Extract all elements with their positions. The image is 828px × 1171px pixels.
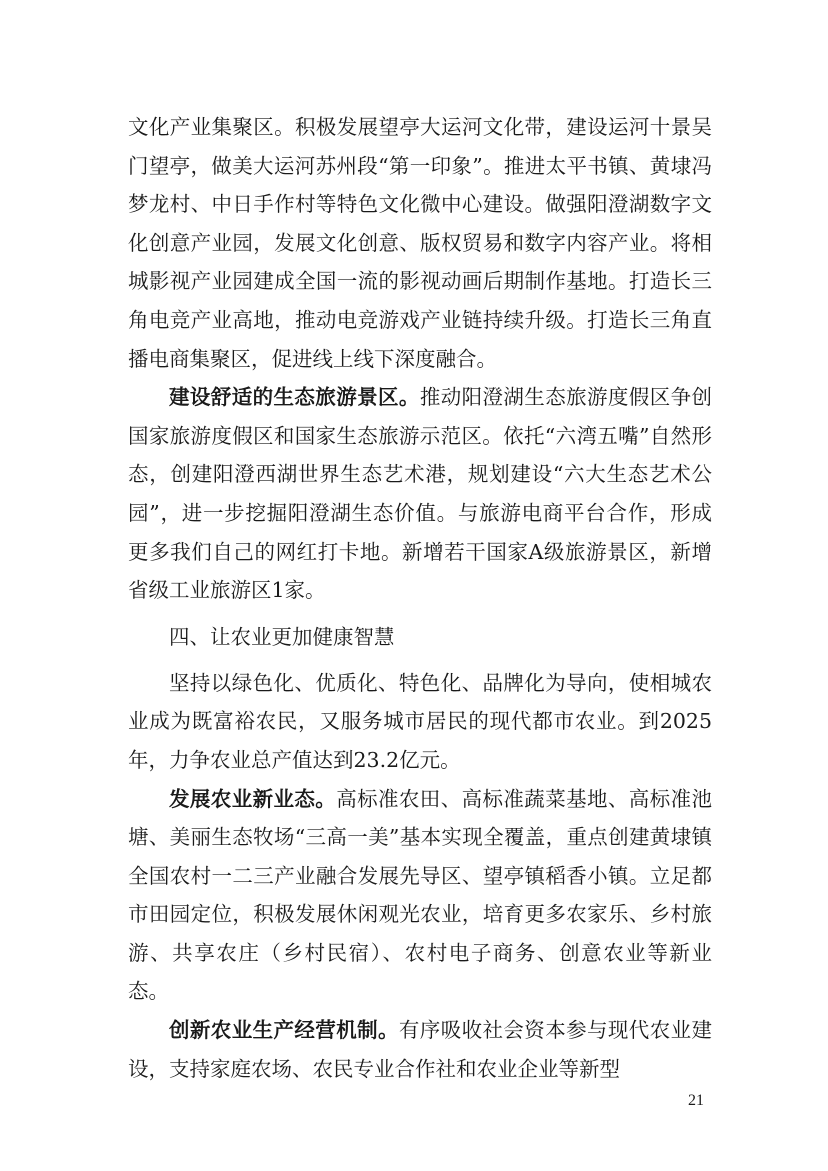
paragraph-new-formats — [128, 780, 712, 1012]
paragraph-body: 文化产业集聚区。积极发展望亭大运河文化带，建设运河十景吴门望亭，做美大运河苏州段“第一印象”。推进太平书镇、黄埭冯梦龙村、中日手作村等特色文化微中心建设。做强阳澄湖数字文化创意产业园，发展文化创意、版权贸易和数字内容产业。将相城影视产业园建成全国一流的影视动画后期制作基地。打造长三角电竞产业高地，推动电竞游戏产业链持续升级。打造长三角直播电商集聚区，促进线上线下深度融合。 — [128, 115, 712, 371]
paragraph-lead: 创新农业生产经营机制。 — [169, 1018, 399, 1043]
paragraph-agriculture-intro — [128, 664, 712, 780]
paragraph-lead: 建设舒适的生态旅游景区。 — [169, 385, 420, 410]
paragraph-eco-tourism — [128, 378, 712, 610]
paragraph-body: 推动阳澄湖生态旅游度假区争创国家旅游度假区和国家生态旅游示范区。依托“六湾五嘴”自然形态，创建阳澄西湖世界生态艺术港，规划建设“六大生态艺术公园”，进一步挖掘阳澄湖生态价值。与旅游电商平台合作，形成更多我们自己的网红打卡地。新增若干国家A级旅游景区，新增省级工业旅游区1家。 — [128, 385, 713, 603]
paragraph-body: 高标准农田、高标准蔬菜基地、高标准池塘、美丽生态牧场“三高一美”基本实现全覆盖，重点创建黄埭镇全国农村一二三产业融合发展先导区、望亭镇稻香小镇。立足都市田园定位，积极发展休闲观光农业，培育更多农家乐、乡村旅游、共享农庄（乡村民宿）、农村电子商务、创意农业等新业态。 — [128, 786, 713, 1004]
section-heading: 四、让农业更加健康智慧 — [169, 624, 395, 649]
paragraph-cultural-cluster — [128, 108, 712, 378]
paragraph-body: 有序吸收社会资本参与现代农业建设，支持家庭农场、农民专业合作社和农业企业等新型 — [128, 1018, 713, 1081]
paragraph-management-mechanism — [128, 1011, 712, 1088]
page-number: 21 — [688, 1092, 704, 1109]
paragraph-body: 坚持以绿色化、优质化、特色化、品牌化为导向，使相城农业成为既富裕农民，又服务城市居民的现代都市农业。到2025年，力争农业总产值达到23.2亿元。 — [128, 670, 712, 772]
body-text — [128, 108, 712, 1088]
paragraph-lead: 发展农业新业态。 — [169, 786, 337, 811]
